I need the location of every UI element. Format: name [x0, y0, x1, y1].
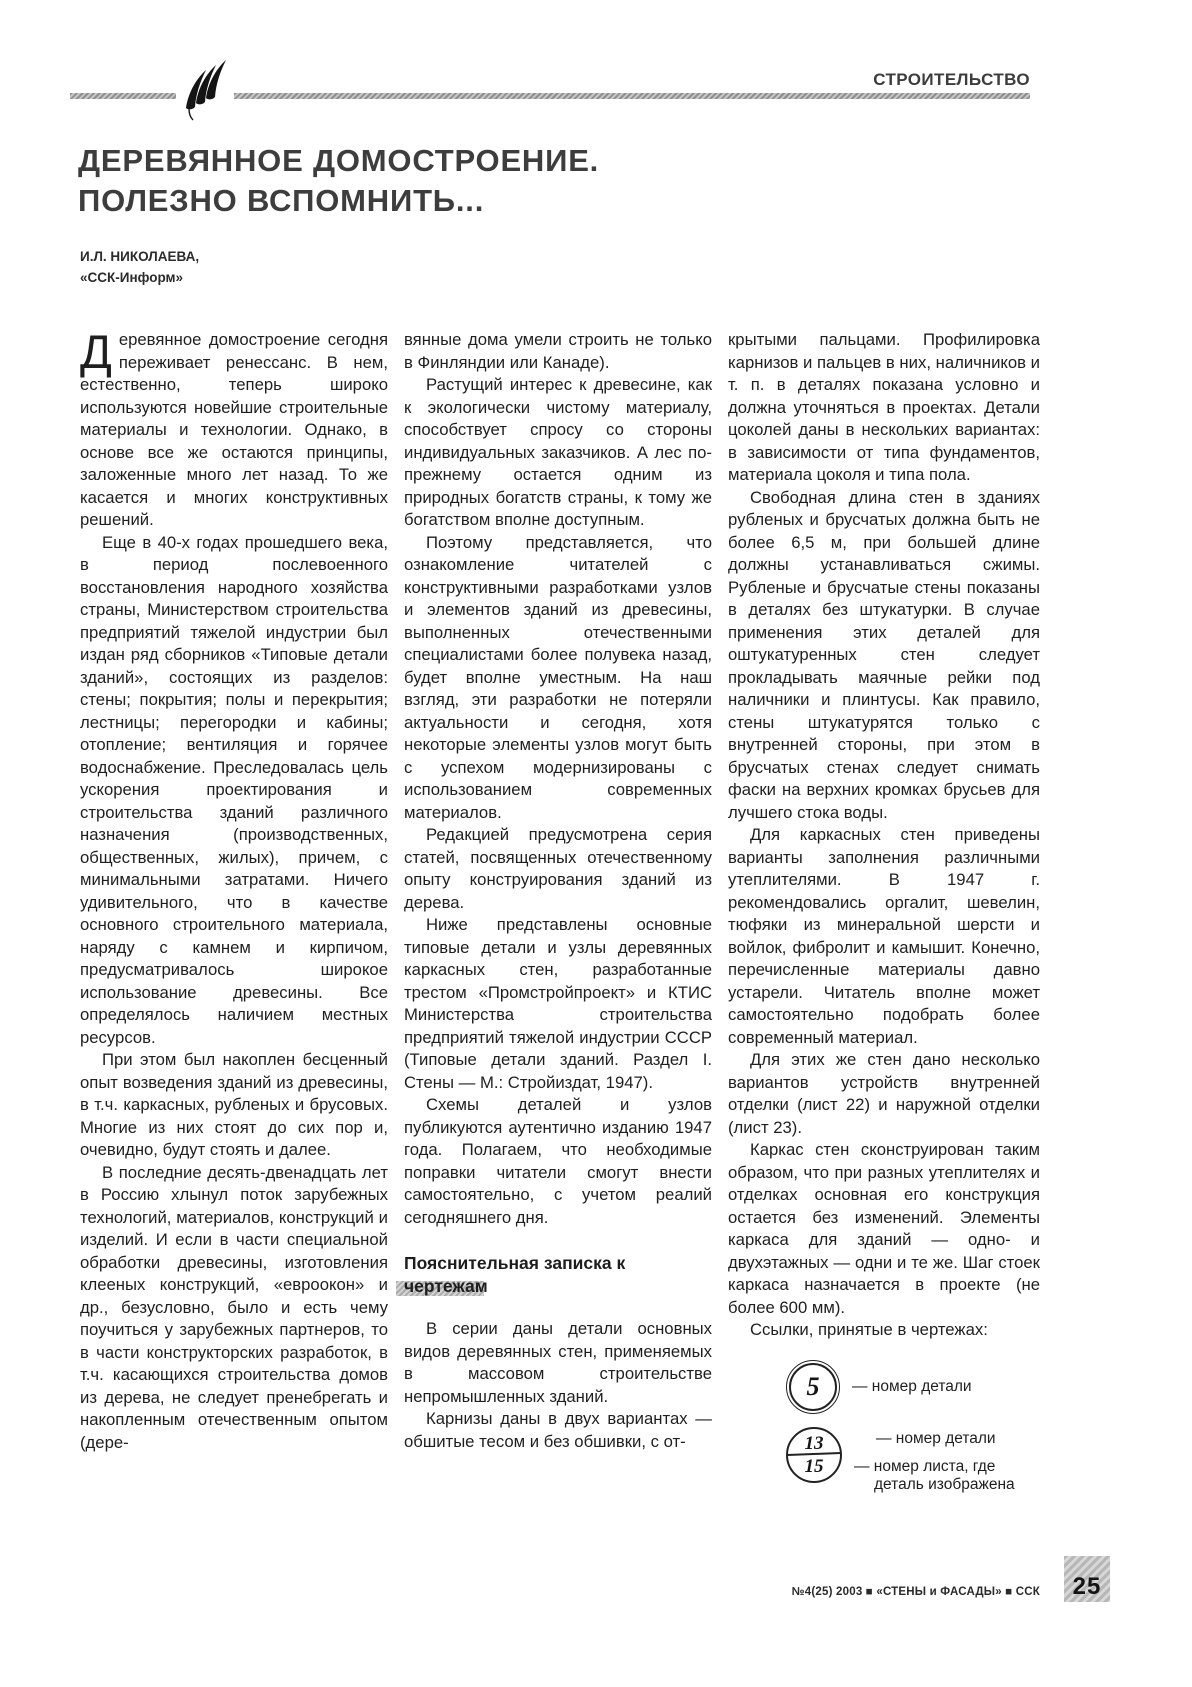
detail-number-value: 13 — [804, 1432, 824, 1454]
page-number: 25 — [1072, 1573, 1102, 1600]
drop-cap: Д — [80, 325, 112, 378]
detail-sheet-symbol — [786, 1427, 842, 1483]
body-paragraph: При этом был накоплен бесценный опыт возведения зданий из древесины, в т.ч. каркасных, рубленых и брусовых. Многие из них стоят до сих пор и, очевидно, будут стоять и далее. — [80, 1050, 388, 1159]
legend-detail-sheet-number — [786, 1427, 1040, 1494]
legend-label: — номер листа, где деталь изображена — [854, 1457, 1015, 1493]
article-author — [80, 246, 199, 288]
header-rule-left — [70, 93, 176, 99]
header-rule-right — [234, 93, 1030, 99]
footer-issue-info: №4(25) 2003 ■ «СТЕНЫ и ФАСАДЫ» ■ ССК — [791, 1586, 1040, 1598]
body-paragraph: вянные дома умели строить не только в Финляндии или Канаде). — [404, 330, 712, 372]
legend-labels — [854, 1427, 1040, 1494]
body-paragraph: Растущий интерес к древесине, как к экологически чистому материалу, способствует спросу со стороны индивидуальных заказчиков. А лес по-прежнему остается одним из природных богатств страны, к тому же богатством вполне доступным. — [404, 375, 712, 529]
body-paragraph: Каркас стен сконструирован таким образом, что при разных утеплителях и отделках основная его конструкция остается без изменений. Элементы каркаса для зданий — одно- и двухэтажных — одни и те же. Шаг стоек каркаса назначается в проекте (не более 600 мм). — [728, 1140, 1040, 1317]
section-label: СТРОИТЕЛЬСТВО — [873, 70, 1030, 89]
body-paragraph: крытыми пальцами. Профилировка карнизов и пальцев в них, наличников и т. п. в деталях показана условно и должна уточняться в проектах. Детали цоколей даны в нескольких вариантах: в зависимости от типа фундаментов, материала цоколя и типа пола. — [728, 330, 1040, 484]
page-number-badge — [1064, 1556, 1110, 1602]
leaves-logo-icon — [176, 60, 232, 122]
body-paragraph: Карнизы даны в двух вариантах — обшитые тесом и без обшивки, с от- — [404, 1409, 712, 1451]
body-paragraph — [80, 325, 388, 532]
detail-number-symbol — [786, 1360, 840, 1414]
page-title — [78, 141, 599, 221]
body-paragraph: Еще в 40-х годах прошедшего века, в период послевоенного восстановления народного хозяйства страны, Министерством строительства предприятий тяжелой индустрии был издан ряд сборников «Типовые детали зданий», состоящих из разделов: стены; покрытия; полы и перекрытия; лестницы; перегородки и кабины; отопление; вентиляция и горячее водоснабжение. Преследовалась цель ускорения проектирования и строительства зданий различного назначения (производственных, общественных, жилых), причем, с минимальными затратами. Ничего удивительного, что в качестве основного строительного материала, наряду с камнем и кирпичом, предусматривалось широкое использование древесины. Все определялось наличием местных ресурсов. — [80, 532, 388, 1047]
body-paragraph: Для этих же стен дано несколько вариантов устройств внутренней отделки (лист 22) и наружной отделки (лист 23). — [728, 1050, 1040, 1137]
title-line-1: ДЕРЕВЯННОЕ ДОМОСТРОЕНИЕ. — [78, 143, 600, 178]
body-paragraph: Для каркасных стен приведены варианты заполнения различными утеплителями. В 1947 г. рекомендовались оргалит, шевелин, тюфяки из минеральной шерсти и войлок, фибролит и камышит. Конечно, перечисленные материалы давно устарели. Читатель вполне может самостоятельно подобрать более современный материал. — [728, 825, 1040, 1047]
author-organization: «ССК-Информ» — [80, 270, 184, 285]
text-column-1 — [80, 325, 388, 1454]
body-paragraph: В серии даны детали основных видов деревянных стен, применяемых в массовом строительстве непромышленных зданий. — [404, 1319, 712, 1406]
legend-detail-number — [786, 1360, 1040, 1414]
text-column-3 — [728, 329, 1040, 1494]
title-line-2: ПОЛЕЗНО ВСПОМНИТЬ... — [78, 183, 485, 218]
sheet-number-value: 15 — [804, 1455, 824, 1477]
body-paragraph: Поэтому представляется, что ознакомление читателей с конструктивными разработками узлов и элементов зданий из древесины, выполненных отечественными специалистами более полувека назад, будет вполне уместным. На наш взгляд, эти разработки не потеряли актуальности и сегодня, хотя некоторые элементы узлов могут быть с успехом модернизированы с использованием современных материалов. — [404, 532, 712, 822]
detail-number-value: 5 — [806, 1371, 820, 1401]
body-paragraph: Ниже представлены основные типовые детали и узлы деревянных каркасных стен, разработанные трестом «Промстройпроект» и КТИС Министерства строительства предприятий тяжелой индустрии СССР (Типовые детали зданий. Раздел I. Стены — М.: Стройиздат, 1947). — [404, 915, 712, 1092]
text-column-2 — [404, 329, 712, 1453]
body-paragraph: Схемы деталей и узлов публикуются аутентично изданию 1947 года. Полагаем, что необходимые поправки читатели смогут внести самостоятельно, с учетом реалий сегодняшнего дня. — [404, 1095, 712, 1227]
legend-label: — номер детали — [852, 1377, 972, 1395]
body-paragraph: Редакцией предусмотрена серия статей, посвященных отечественному опыту конструирования зданий из дерева. — [404, 825, 712, 912]
subheading-explanatory-note: Пояснительная записка к чертежам — [396, 1252, 712, 1298]
body-paragraph: Ссылки, принятые в чертежах: — [750, 1320, 988, 1339]
author-name: И.Л. НИКОЛАЕВА, — [80, 249, 200, 264]
body-paragraph: Свободная длина стен в зданиях рубленых и брусчатых должна быть не более 6,5 м, при большей длине должны устанавливаться сжимы. Рубленые и брусчатые стены показаны в деталях без штукатурки. В случае применения этих деталей для оштукатуренных стен следует прокладывать маячные рейки под наличники и плинтусы. Как правило, стены штукатурятся только с внутренней стороны, при этом в брусчатых стенах следует снимать фаски на верхних кромках брусьев для лучшего стока воды. — [728, 487, 1040, 822]
body-paragraph: В последние десять-двенадцать лет в Россию хлынул поток зарубежных технологий, материалов, конструкций и изделий. И если в части специальной обработки древесины, изготовления клееных конструкций, «евроокон» и др., безусловно, было и есть чему поучиться у зарубежных партнеров, то в части конструкторских разработок, в т.ч. касающихся строительства домов из дерева, не следует пренебрегать и накопленным отечественным опытом (дере- — [80, 1162, 388, 1452]
legend-label: — номер детали — [876, 1429, 996, 1447]
paragraph-text: еревянное домостроение сегодня переживает ренессанс. В нем, естественно, теперь широко используются новейшие строительные материалы и технологии. Однако, в основе все же остаются принципы, заложенные много лет назад. То же касается и многих конструктивных решений. — [80, 330, 388, 529]
